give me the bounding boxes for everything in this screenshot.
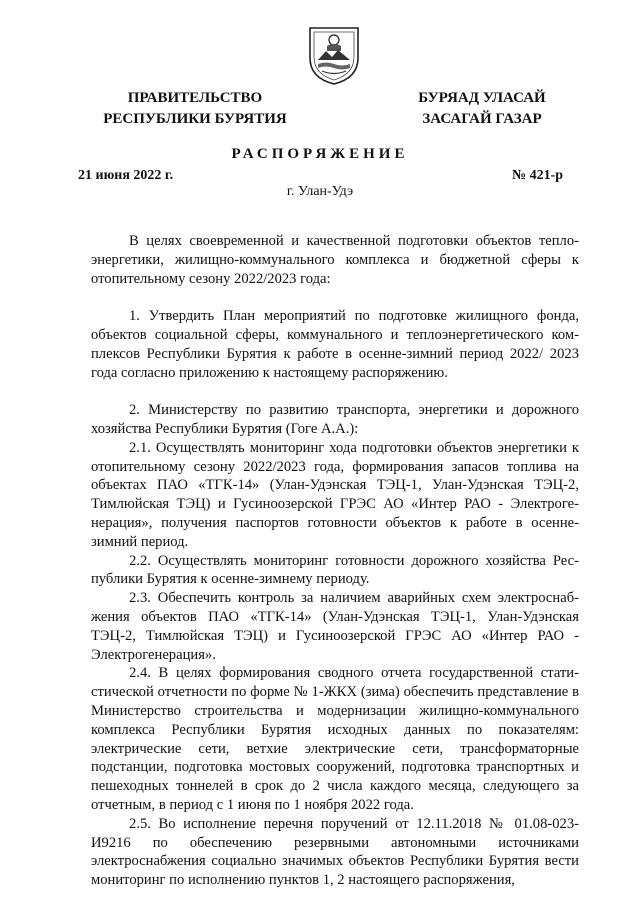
body-paragraph: 2. Министерству по развитию транспорта, энергетики и дорожного хозяйства Республики Бурятия (Гоге А.А.): [91,402,579,437]
government-name-buryat-line-1: БУРЯАД УЛАСАЙ [418,90,546,106]
government-name-buryat [398,88,566,130]
body-paragraph: В целях своевременной и качественной подготовки объектов теплоэнергетики, жилищно-коммунального комплекса и бюджетной сферы к отопительному сезону 2022/2023 года: [91,233,579,287]
government-name-russian [88,88,302,130]
body-paragraph: 1. Утвердить План мероприятий по подготовке жилищного фонда, объектов социальной сферы, коммунального и теплоэнергетического комплексов Республики Бурятия к работе в осенне-зимний период 2022/ 2023 года согласно приложению к настоящему распоряжению. [91,308,579,381]
body-paragraph: 2.5. Во исполнение перечня поручений от 12.11.2018 № 01.08-023-И9216 по обеспечению резервными автономными источниками электроснабжения социально значимых объектов Республики Бурятия вести мониторинг по исполнению пунктов 1, 2 настоящего распоряжения, [91,815,579,889]
government-name-buryat-line-2: ЗАСАГАЙ ГАЗАР [422,111,542,127]
document-body [91,232,579,890]
document-number: № 421-р [512,168,564,183]
government-name-line-2: РЕСПУБЛИКИ БУРЯТИЯ [103,111,287,127]
body-paragraph: 2.4. В целях формирования сводного отчета государственной статистической отчетности по форме № 1-ЖКХ (зима) обеспечить представление в Министерство строительства и модернизации жилищно-коммунального комплекса Республики Бурятия исходных данных по показателям: электрические сети, ветхие электрические сети, трансформаторные подстанции, подготовка мостовых сооружений, подготовка транспортных и пешеходных тоннелей в срок до 2 числа каждого месяца, следующего за отчетным, в период с 1 июня по 1 ноября 2022 года. [91,665,579,813]
document-city: г. Улан-Удэ [286,184,354,199]
body-paragraph: 2.2. Осуществлять мониторинг готовности дорожного хозяйства Республики Бурятия к осенне-зимнему периоду. [91,552,579,588]
document-title: РАСПОРЯЖЕНИЕ [231,146,409,162]
government-name-line-1: ПРАВИТЕЛЬСТВО [127,90,263,106]
body-paragraph: 2.1. Осуществлять мониторинг хода подготовки объектов энергетики к отопительному сезону 2022/2023 года, формирования запасов топлива на объектах ПАО «ТГК-14» (Улан-Удэнская ТЭЦ-1, Улан-Удэнская ТЭЦ-2, Тимлюйская ТЭЦ) и Гусиноозерской ГРЭС АО «Интер РАО - Электрогенерация», получения паспортов готовности объектов к работе в осенне-зимний период. [91,439,579,550]
body-paragraph: 2.3. Обеспечить контроль за наличием аварийных схем электроснабжения объектов ПАО «ТГК-14» (Улан-Удэнская ТЭЦ-1, Улан-Удэнская ТЭЦ-2, Тимлюйская ТЭЦ) и Гусиноозерской ГРЭС АО «Интер РАО - Электрогенерация». [91,590,579,663]
coat-of-arms-emblem [306,24,362,86]
document-date: 21 июня 2022 г. [78,168,174,183]
